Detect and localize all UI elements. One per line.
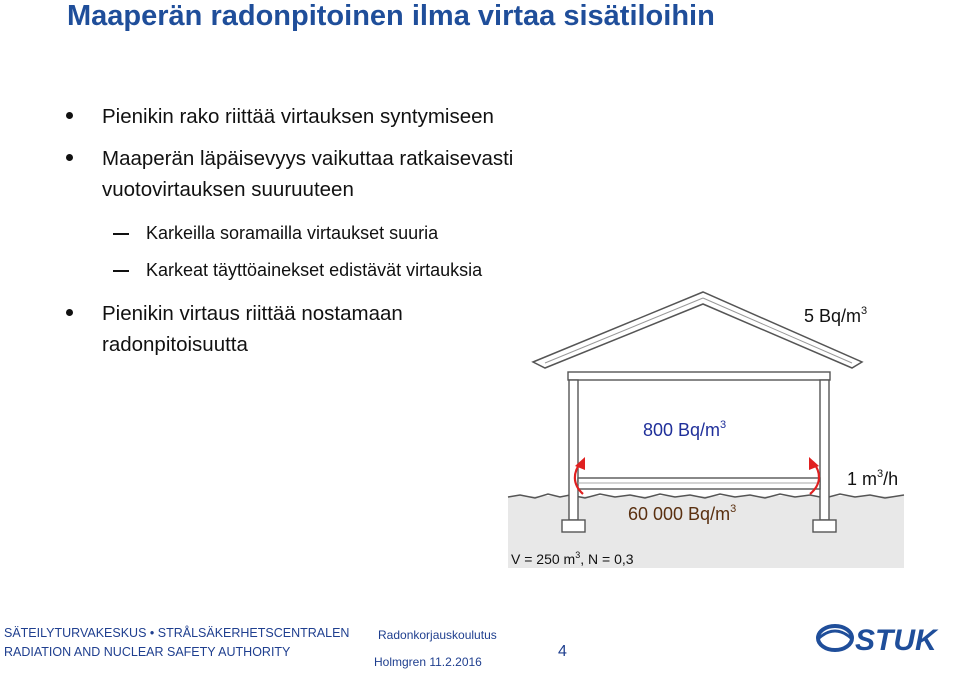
bullet-text: Maaperän läpäisevyys vaikuttaa ratkaisevasti <box>102 147 514 170</box>
stuk-logo-icon <box>818 626 852 650</box>
sub-bullet-text: Karkeat täyttöainekset edistävät virtauksia <box>146 260 483 280</box>
page-number: 4 <box>558 643 567 660</box>
footer-course: Radonkorjauskoulutus <box>378 628 497 642</box>
soil-concentration-label: 60 000 $Bq/m^3$ <box>628 503 737 524</box>
sub-bullet-text: Karkeilla soramailla virtaukset suuria <box>146 223 439 243</box>
right-wall <box>820 380 829 520</box>
outdoor-concentration-label: 5 $Bq/m^3$ <box>804 305 868 326</box>
bullet-text: radonpitoisuutta <box>102 333 248 356</box>
right-footing <box>813 520 836 532</box>
indoor-concentration-label: 800 $Bq/m^3$ <box>643 419 727 440</box>
footer-org-en: RADIATION AND NUCLEAR SAFETY AUTHORITY <box>4 645 291 659</box>
logo-text: STUK <box>855 624 937 657</box>
footer-author-date: Holmgren 11.2.2016 <box>374 655 482 669</box>
bullet-text: Pienikin virtaus riittää nostamaan <box>102 302 403 325</box>
volume-label: V = 250 $m^3$, N = 0,3 <box>511 550 634 567</box>
slide-title: Maaperän radonpitoinen ilma virtaa sisätiloihin <box>67 0 715 32</box>
bullet-text: vuotovirtauksen suuruuteen <box>102 178 354 201</box>
bullet-text: Pienikin rako riittää virtauksen syntymiseen <box>102 105 494 128</box>
left-footing <box>562 520 585 532</box>
footer-org-fi-sv: SÄTEILYTURVAKESKUS • STRÅLSÄKERHETSCENTRALEN <box>4 626 350 640</box>
flow-rate-label: 1 $m^3/h$ <box>847 468 899 489</box>
stuk-logo <box>815 617 945 659</box>
left-wall <box>569 380 578 520</box>
roof <box>533 292 862 368</box>
ceiling-beam <box>568 372 830 380</box>
